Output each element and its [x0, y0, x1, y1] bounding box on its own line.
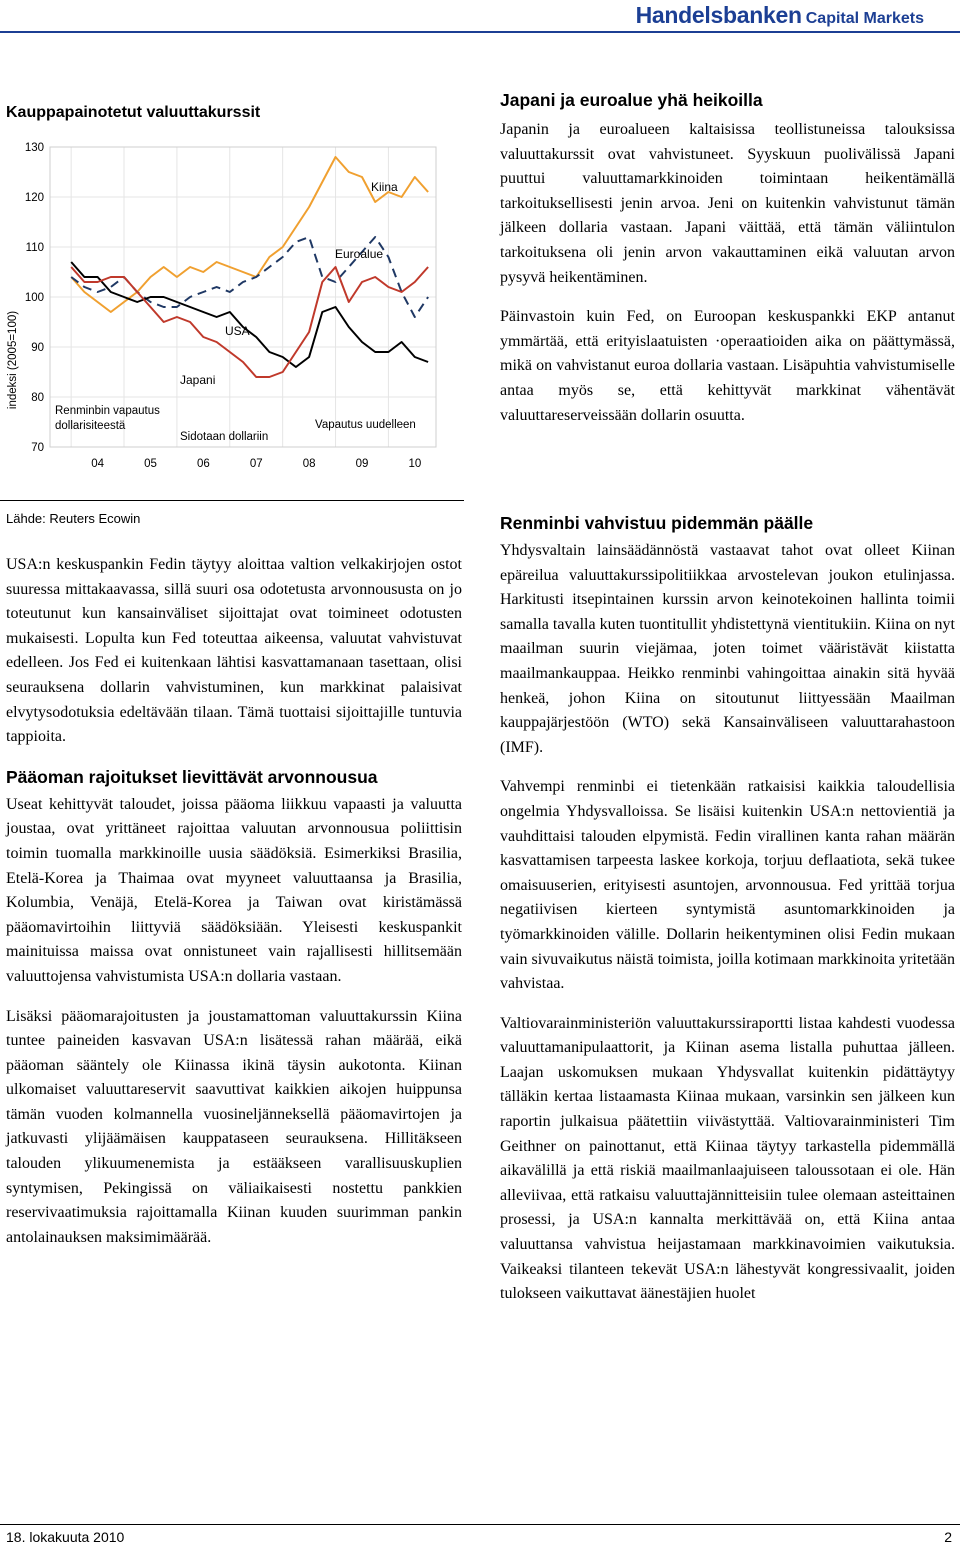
brand-main: Handelsbanken [635, 2, 802, 28]
heading-renminbi: Renminbi vahvistuu pidemmän päälle [500, 513, 814, 533]
y-tick-label: 80 [31, 392, 44, 404]
annotation-usa: USA [225, 324, 250, 338]
right-top-column [500, 88, 955, 443]
brand-sub: Capital Markets [805, 10, 924, 27]
annotation-japani: Japani [180, 373, 216, 387]
left-column [6, 553, 462, 1265]
x-tick-label: 09 [355, 458, 369, 470]
paragraph: Yhdysvaltain lainsäädännöstä vastaavat tahot ovat olleet Kiinan epäreilua valuuttakurssipolitiikkaa arvostelevan joukon etulinjassa. Harkitusti itsepintainen kurssin arvon keinotekoinen hallinta toimii samalla tavalla kuten tuontitullit yhdistettynä vientitukiin. Kiina on nyt maailman suurin viejämaa, joten toimet vääristävät kiistatta maailmankauppaa. Heikko renminbi vahingoittaa ainakin sitä hyvää henkeä, johon Kiina on sitoutunut liittyessään Maailman kauppajärjestöön (WTO) sekä Kansainväliseen valuuttarahastoon (IMF). [500, 542, 955, 756]
figure-bottom-rule [0, 500, 464, 501]
x-tick-label: 08 [302, 458, 316, 470]
page-number: 2 [944, 1529, 952, 1545]
brand-logo [636, 2, 924, 29]
annotation-euroalue: Euroalue [335, 247, 384, 261]
paragraph: Lisäksi pääomarajoitusten ja joustamattoman valuuttakurssin Kiina tuntee paineiden kasvavan USA:n lisätessä rahan määrää, eikä pääoman sääntely ole Kiinassa ikinä täysin aukotonta. Kiinan ulkomaiset valuuttareservit saavuttivat kaikkien aikojen huippunsa tämän vuoden kolmannella vuosineljänneksellä pääomavirtojen ja jatkuvasti ylijäämäisen kauppataseen seurauksena. Hillitäkseen talouden ylikuumenemista ja estääkseen varallisuuskuplien syntymisen, Pekingissä on väliaikaisesti nostettu pankkien reservivaatimuksia rajoittamalla Kiinan kuuden suurimman pankin antolainauksen maksimimäärää. [6, 1007, 462, 1246]
right-bottom-column [500, 511, 955, 1322]
annotation-kiina: Kiina [371, 180, 398, 194]
x-tick-label: 04 [91, 458, 104, 470]
y-tick-label: 130 [24, 142, 44, 154]
y-tick-label: 90 [31, 342, 44, 354]
paragraph: Vahvempi renminbi ei tietenkään ratkaisisi kaikkia taloudellisia ongelmia Yhdysvalloissa. Se lisäisi kuitenkin USA:n nettovientiä ja vauhdittaisi talouden elpymistä. Fedin virallinen kanta rahan määrän kasvattamisen tarpeesta laskee korkoja, torjuu deflaatiota, sekä tukee omaisuuserien, erityisesti asuntojen, arvonnousua. Fed yrittää torjua negatiivisen kierteen syntymistä asuntomarkkinoiden ja työmarkkinoiden välille. Dollarin heikentyminen olisi Fedin mukaan vain sivuvaikutus näistä toimista, joilla kotimaan markkinoita yritetään vahvistaa. [500, 778, 956, 993]
x-tick-label: 10 [408, 458, 422, 470]
y-tick-label: 110 [25, 242, 44, 254]
heading-japan-euro: Japani ja euroalue yhä heikoilla [500, 90, 763, 110]
x-tick-label: 07 [249, 458, 263, 470]
y-tick-labels [25, 142, 44, 454]
annotation-renminbi-release: Renminbin vapautus dollarisiteestä [55, 405, 160, 432]
fx-chart [0, 125, 464, 475]
series-line-japani [71, 267, 428, 377]
heading-capital-restrictions: Pääoman rajoitukset lievittävät arvonnousua [6, 766, 378, 787]
x-tick-label: 06 [196, 458, 210, 470]
y-tick-label: 100 [24, 292, 44, 304]
x-tick-label: 05 [144, 458, 157, 470]
paragraph: Valtiovarainministeriön valuuttakurssiraportti listaa kahdesti vuodessa valuuttamanipulaattorit, ja Kiinan asema listalla puhuttaa jälleen. Laajan uskomuksen mukaan Yhdysvallat kuitenkin pidättäytyy tälläkin kertaa listaamasta Kiinaa mukaan, varsinkin sen jälkeen kun raportin julkaisua päätettiin viivästyttää. Valtiovarainministeri Tim Geithner on painottanut, että Kiinaa täytyy tarkastella pidemmällä aikavälillä ja että riskiä maailmanlaajuiseen taloussotaan ei ole. Hän alleviivaa, että ratkaisu valuuttajännitteisiin tulee olemaan asteittainen prosessi, ja USA:n kannalta merkittävää on, että Kiina antaa valuuttansa vahvistua heijastamaan markkinavoimien vaikutuksia. Vaikeaksi tilanteen tekevät USA:n lähestyvät kongressivaalit, joiden tulokseen vaikuttavat äänestäjien huolet [500, 1014, 955, 1303]
footer-rule [0, 1524, 960, 1525]
footer-date: 18. lokakuuta 2010 [6, 1529, 125, 1545]
annotation-pegged: Sidotaan dollariin [180, 431, 269, 443]
paragraph: Useat kehittyvät taloudet, joissa pääoma liikkuu vapaasti ja valuutta joustaa, ovat yrittäneet rajoittaa valuutan arvonnousua poliittisin toimin tuomalla markkinoille uusia säädöksiä. Esimerkiksi Brasilia, Etelä-Korea ja Thaimaa ovat myyneet valuuttaansa ja Brasilia, Kolumbia, Venäjä, Etelä-Korea ja Taiwan ovat kiristämässä pääomavirtoihin liittyviä säädöksiään. Yleisesti keskuspankit mainituissa maissa ovat onnistuneet vain rajallisesti hillitsemään valuuttojensa vahvistumista USA:n dollaria vastaan. [6, 795, 462, 985]
figure-source: Lähde: Reuters Ecowin [6, 511, 141, 526]
x-tick-labels [91, 458, 421, 470]
y-axis-label: indeksi (2005=100) [7, 310, 19, 410]
figure-title: Kauppapainotetut valuuttakurssit [6, 104, 261, 121]
y-tick-label: 70 [31, 442, 44, 454]
y-tick-label: 120 [24, 192, 44, 204]
paragraph: Päinvastoin kuin Fed, on Euroopan keskuspankki EKP antanut ymmärtää, että erityislaatuisten ·operaatioiden aika on päättymässä, mikä on vahvistanut euroa dollaria vastaan. Lisäpuhtia vahvistumiselle antaa myös se, että kehittyvät markkinat vähentävät valuuttareserveissään dollarin osuutta. [500, 308, 955, 424]
paragraph: Japanin ja euroalueen kaltaisissa teollistuneissa talouksissa valuuttakurssit ovat vahvistuneet. Syyskuun puolivälissä Japani puuttui valuuttamarkkinoiden toimintaan heikentämällä tarkoituksellisesti jenin arvoa. Jeni on kuitenkin vahvistunut tämän jälkeen dollaria vastaan. Japani väittää, että tämän väliintulon tarkoituksena oli jenin arvon vakauttaminen eikä valuutan arvon pysyvä heikentäminen. [500, 121, 955, 286]
header-rule [0, 31, 960, 33]
paragraph: USA:n keskuspankin Fedin täytyy aloittaa valtion velkakirjojen ostot suuressa mittakaavassa, sillä suuri osa odotetusta arvonnoususta on jo toteutunut kun kansainväliset sijoittajat ovat toimineet odotusten mukaisesti. Lopulta kun Fed toteuttaa aikeensa, valuutat vahvistuvat edelleen. Jos Fed ei kuitenkaan lähtisi kasvattamanaan tasettaan, olisi seurauksena dollarin vahvistuminen, kun markkinat palaisivat elvytysodotuksia edeltävään tilaan. Tämä tuottaisi sijoittajille tuntuvia tappioita. [6, 556, 462, 746]
annotation-release-again: Vapautus uudelleen [315, 419, 416, 431]
